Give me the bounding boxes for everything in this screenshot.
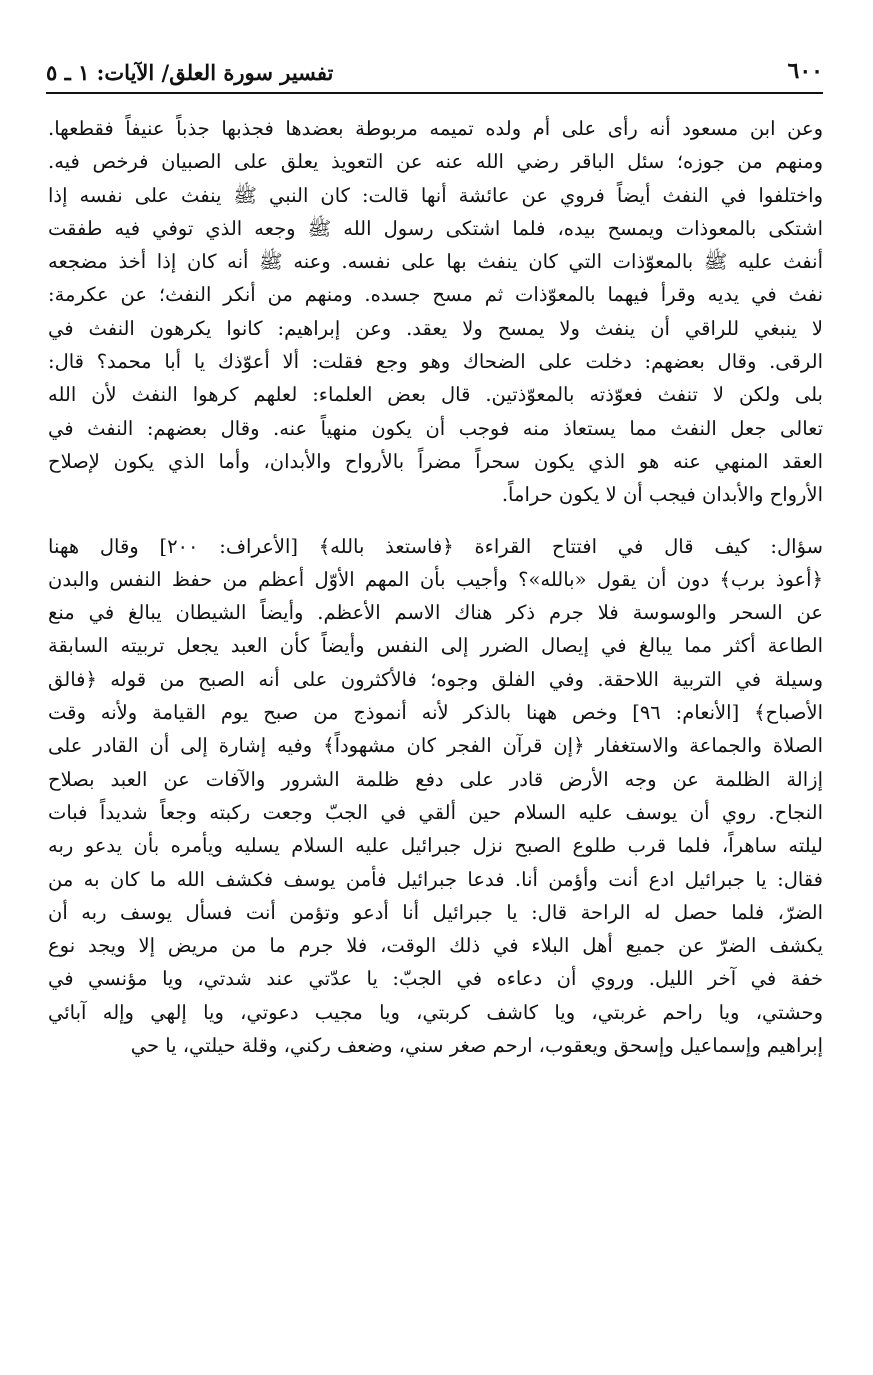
paragraph-1 bbox=[48, 112, 823, 512]
paragraph-2-line: خفة في آخر الليل. وروي أن دعاءه في الجبّ: يا عدّتي عند شدتي، ويا مؤنسي في bbox=[48, 967, 823, 991]
page-number: ٦٠٠ bbox=[787, 58, 823, 84]
paragraph-2-line: ﴿أعوذ برب﴾ دون أن يقول «بالله»؟ وأجيب بأن المهم الأوّل أعظم من حفظ النفس والبدن bbox=[48, 567, 823, 591]
paragraph-2-line: سؤال: كيف قال في افتتاح القراءة ﴿فاستعذ بالله﴾ [الأعراف: ٢٠٠] وقال ههنا bbox=[48, 534, 823, 558]
paragraph-1-line: أنفث عليه ﷺ بالمعوّذات التي كان ينفث بها على نفسه. وعنه ﷺ أنه كان إذا أخذ مضجعه bbox=[48, 250, 823, 274]
paragraph-1-line: الأرواح والأبدان فيجب أن لا يكون حراماً. bbox=[501, 483, 823, 507]
paragraph-1-line: ومنهم من جوزه؛ سئل الباقر رضي الله عنه عن التعويذ يعلق على الصبيان فرخص فيه. bbox=[48, 150, 823, 174]
paragraph-2-line: الصلاة والجماعة والاستغفار ﴿إن قرآن الفجر كان مشهوداً﴾ وفيه إشارة إلى أن القادر على bbox=[48, 734, 823, 758]
paragraph-2-line: فقال: يا جبرائيل ادع أنت وأؤمن أنا. فدعا جبرائيل فأمن يوسف فكشف الله ما كان به من bbox=[48, 867, 823, 891]
paragraph-1-line: واختلفوا في النفث أيضاً فروي عن عائشة أنها قالت: كان النبي ﷺ ينفث على نفسه إذا bbox=[48, 183, 823, 207]
paragraph-2-line: عن السحر والوسوسة فلا جرم ذكر هناك الاسم الأعظم. وأيضاً الشيطان يبالغ في منع bbox=[48, 601, 823, 625]
paragraph-2-line: وسيلة في التربية اللاحقة. وفي الفلق وجوه؛ فالأكثرون على أنه الصبح من قوله ﴿فالق bbox=[48, 667, 823, 691]
paragraph-1-line: العقد المنهي عنه هو الذي يكون سحراً مضراً بالأرواح والأبدان، وأما الذي يكون لإصلاح bbox=[48, 449, 823, 473]
paragraph-1-line: تعالى جعل النفث مما يستعاذ منه فوجب أن يكون منهياً عنه. وقال بعضهم: النفث في bbox=[48, 416, 823, 440]
paragraph-1-line: لا ينبغي للراقي أن ينفث ولا يمسح ولا يعقد. وعن إبراهيم: كانوا يكرهون النفث في bbox=[48, 316, 823, 340]
paragraph-2 bbox=[48, 530, 823, 1063]
paragraph-2-line: يكشف الضرّ عن جميع أهل البلاء في ذلك الوقت، فلا جرم ما من مريض إلا ويجد نوع bbox=[48, 934, 823, 958]
paragraph-1-line: الرقى. وقال بعضهم: دخلت على الضحاك وهو وجع فقلت: ألا أعوّذك يا أبا محمد؟ قال: bbox=[48, 350, 823, 374]
paragraph-2-line: الطاعة أكثر مما يبالغ في إيصال الضرر إلى النفس وأيضاً كأن العبد يجعل تربيته السابقة bbox=[48, 634, 823, 658]
body-text bbox=[48, 112, 823, 1062]
paragraph-1-line: وعن ابن مسعود أنه رأى على أم ولده تميمه مربوطة بعضدها فجذبها جذباً عنيفاً فقطعها. bbox=[48, 117, 823, 140]
paragraph-2-line: الأصباح﴾ [الأنعام: ٩٦] وخص ههنا بالذكر لأنه أنموذج من صبح يوم القيامة ولأنه وقت bbox=[48, 701, 823, 725]
running-title: تفسير سورة العلق/ الآيات: ١ ـ ٥ bbox=[46, 60, 334, 85]
paragraph-2-line: إبراهيم وإسماعيل وإسحق ويعقوب، ارحم صغر سني، وضعف ركني، وقلة حيلتي، يا حي bbox=[130, 1034, 823, 1058]
paragraph-2-line: إزالة الظلمة عن وجه الأرض قادر على دفع ظلمة الشرور والآفات عن العبد بصلاح bbox=[48, 767, 823, 791]
page-header bbox=[46, 58, 823, 94]
paragraph-1-line: بلى ولكن لا تنفث فعوّذته بالمعوّذتين. قال بعض العلماء: لعلهم كرهوا النفث لأن الله bbox=[48, 383, 823, 407]
paragraph-2-line: ليلته ساهراً، فلما قرب طلوع الصبح نزل جبرائيل عليه السلام يسليه ويأمره بأن يدعو ربه bbox=[48, 834, 823, 858]
paragraph-2-line: الضرّ، فلما حصل له الراحة قال: يا جبرائيل أنا أدعو وتؤمن أنت فسأل يوسف ربه أن bbox=[48, 900, 823, 924]
paragraph-2-line: النجاح. روي أن يوسف عليه السلام حين ألقي في الجبّ وجعت ركبته وجعاً شديداً فبات bbox=[48, 800, 823, 824]
paragraph-1-line: نفث في يديه وقرأ فيهما بالمعوّذات ثم مسح جسده. ومنهم من أنكر النفث؛ عن عكرمة: bbox=[48, 283, 823, 307]
paragraph-2-line: وحشتي، ويا راحم غربتي، ويا كاشف كربتي، ويا مجيب دعوتي، ويا إلهي وإله آبائي bbox=[48, 1000, 823, 1024]
paragraph-1-line: اشتكى بالمعوذات ويمسح بيده، فلما اشتكى رسول الله ﷺ وجعه الذي توفي فيه طفقت bbox=[48, 216, 823, 240]
